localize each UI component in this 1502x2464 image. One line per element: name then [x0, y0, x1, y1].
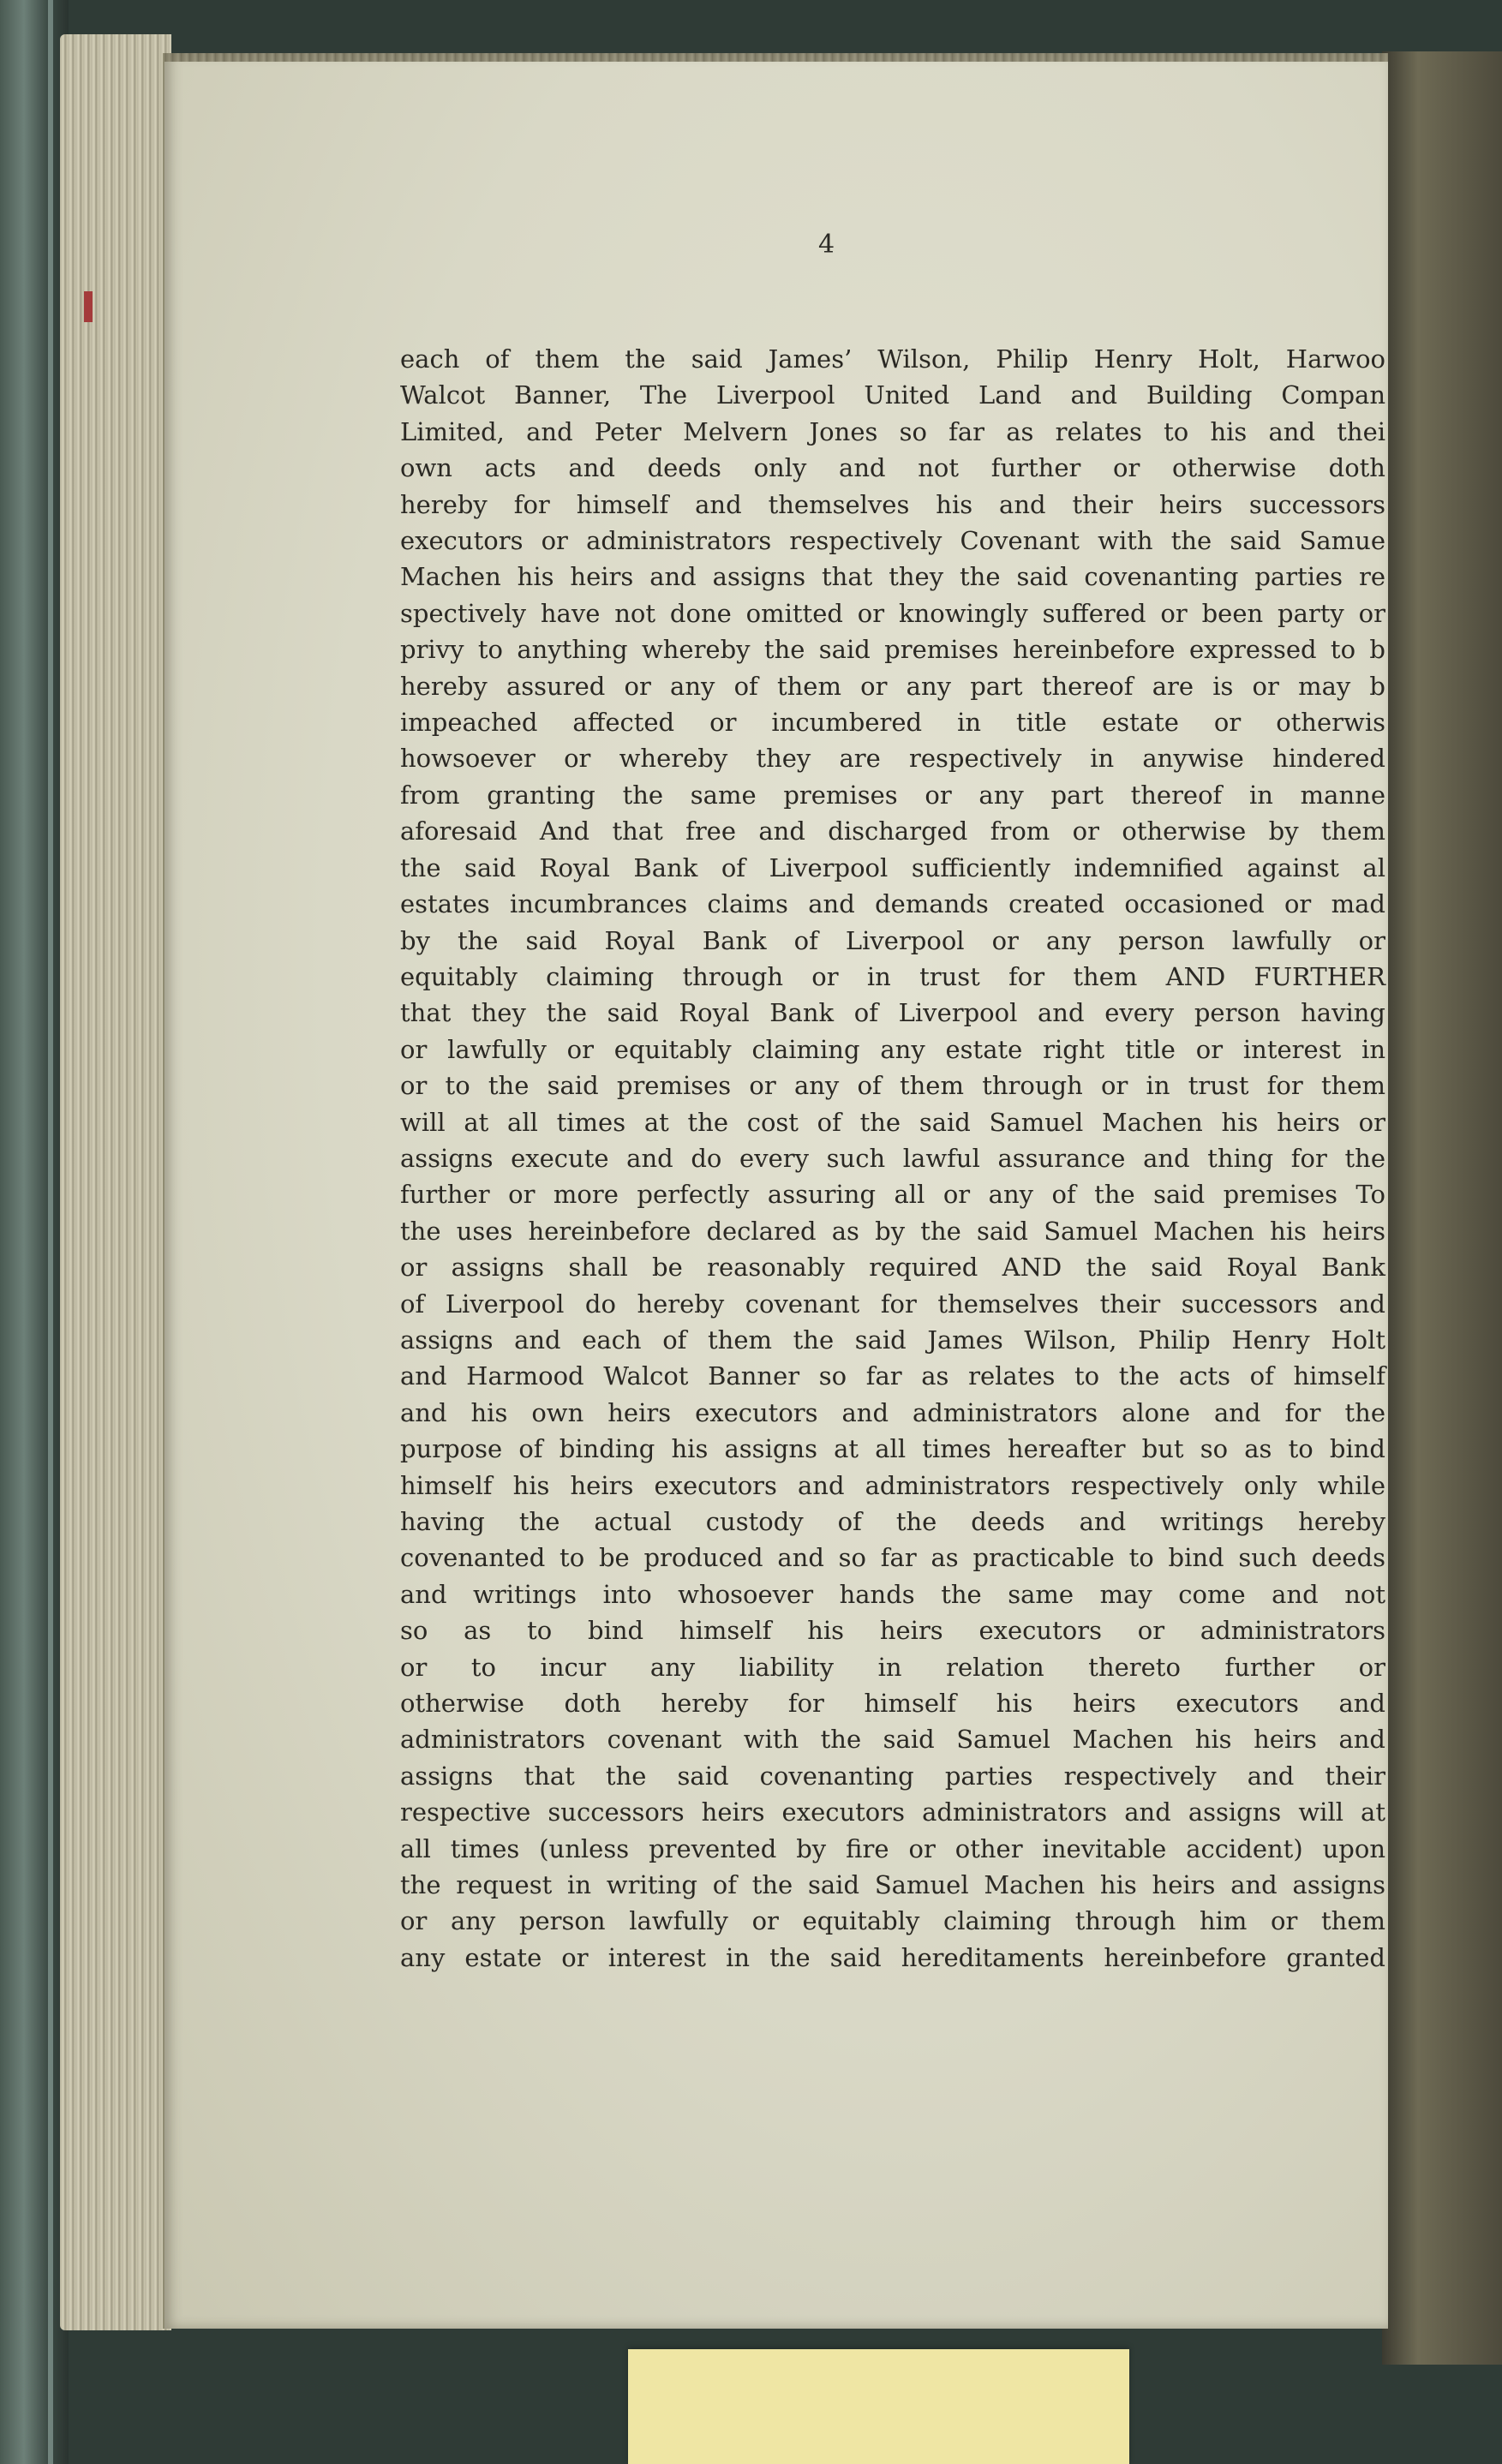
- text-line: respective successors heirs executors administrators and assigns will at: [400, 1797, 1385, 1827]
- text-line: or to incur any liability in relation thereto further or: [400, 1652, 1385, 1682]
- text-line: further or more perfectly assuring all or any of the said premises To: [400, 1180, 1385, 1210]
- text-line: covenanted to be produced and so far as practicable to bind such deeds: [400, 1543, 1385, 1573]
- text-line: or lawfully or equitably claiming any estate right title or interest in: [400, 1034, 1385, 1064]
- page-stack-edges: [60, 34, 171, 2330]
- text-line: privy to anything whereby the said premises hereinbefore expressed to b: [400, 635, 1385, 665]
- text-line: any estate or interest in the said hereditaments hereinbefore granted: [400, 1942, 1385, 1972]
- text-line: all times (unless prevented by fire or other inevitable accident) upon: [400, 1833, 1385, 1863]
- text-line: spectively have not done omitted or knowingly suffered or been party or: [400, 598, 1385, 628]
- text-line: assigns execute and do every such lawful assurance and thing for the: [400, 1143, 1385, 1173]
- page-top-edge: [165, 53, 1388, 62]
- glass-strip: [48, 0, 53, 2464]
- text-line: purpose of binding his assigns at all times hereafter but so as to bind: [400, 1434, 1385, 1464]
- text-line: or any person lawfully or equitably claiming through him or them: [400, 1906, 1385, 1936]
- text-line: and Harmood Walcot Banner so far as relates to the acts of himself: [400, 1361, 1385, 1391]
- text-line: assigns and each of them the said James Wilson, Philip Henry Holt: [400, 1325, 1385, 1355]
- text-line: the said Royal Bank of Liverpool sufficiently indemnified against al: [400, 852, 1385, 882]
- text-line: of Liverpool do hereby covenant for themselves their successors and: [400, 1289, 1385, 1319]
- text-line: Limited, and Peter Melvern Jones so far as relates to his and thei: [400, 416, 1385, 446]
- text-line: administrators covenant with the said Samuel Machen his heirs and: [400, 1725, 1385, 1755]
- text-line: Machen his heirs and assigns that they the said covenanting parties re: [400, 562, 1385, 592]
- text-line: estates incumbrances claims and demands created occasioned or mad: [400, 889, 1385, 919]
- text-line: assigns that the said covenanting parties respectively and their: [400, 1761, 1385, 1791]
- text-line: impeached affected or incumbered in title estate or otherwis: [400, 708, 1385, 738]
- archive-label-card: [628, 2349, 1129, 2464]
- text-line: that they the said Royal Bank of Liverpool and every person having: [400, 998, 1385, 1028]
- text-line: the request in writing of the said Samuel Machen his heirs and assigns: [400, 1870, 1385, 1900]
- adjacent-page: [1382, 51, 1502, 2365]
- text-line: each of them the said James’ Wilson, Philip Henry Holt, Harwoo: [400, 344, 1385, 374]
- text-line: will at all times at the cost of the said Samuel Machen his heirs or: [400, 1107, 1385, 1137]
- text-line: hereby assured or any of them or any part thereof are is or may b: [400, 671, 1385, 701]
- left-frame: [0, 0, 69, 2464]
- text-line: executors or administrators respectively Covenant with the said Samue: [400, 526, 1385, 556]
- text-line: having the actual custody of the deeds and writings hereby: [400, 1507, 1385, 1536]
- red-ribbon-mark: [84, 291, 93, 322]
- text-line: aforesaid And that free and discharged from or otherwise by them: [400, 816, 1385, 846]
- text-line: otherwise doth hereby for himself his heirs executors and: [400, 1689, 1385, 1719]
- text-line: and his own heirs executors and administrators alone and for the: [400, 1397, 1385, 1427]
- text-line: from granting the same premises or any part thereof in manne: [400, 780, 1385, 810]
- text-line: and writings into whosoever hands the same may come and not: [400, 1579, 1385, 1609]
- text-line: or assigns shall be reasonably required AND the said Royal Bank: [400, 1253, 1385, 1283]
- text-line: the uses hereinbefore declared as by the said Samuel Machen his heirs: [400, 1216, 1385, 1246]
- page-number: 4: [818, 230, 835, 260]
- text-line: or to the said premises or any of them through or in trust for them: [400, 1071, 1385, 1101]
- text-line: howsoever or whereby they are respectively in anywise hindered: [400, 744, 1385, 774]
- text-line: by the said Royal Bank of Liverpool or any person lawfully or: [400, 925, 1385, 955]
- text-line: own acts and deeds only and not further or otherwise doth: [400, 453, 1385, 483]
- text-line: hereby for himself and themselves his and their heirs successors: [400, 489, 1385, 519]
- body-text: [400, 341, 1385, 1976]
- text-line: equitably claiming through or in trust for them AND FURTHER: [400, 961, 1385, 991]
- text-line: Walcot Banner, The Liverpool United Land and Building Compan: [400, 380, 1385, 410]
- text-line: so as to bind himself his heirs executors or administrators: [400, 1616, 1385, 1646]
- text-line: himself his heirs executors and administrators respectively only while: [400, 1470, 1385, 1500]
